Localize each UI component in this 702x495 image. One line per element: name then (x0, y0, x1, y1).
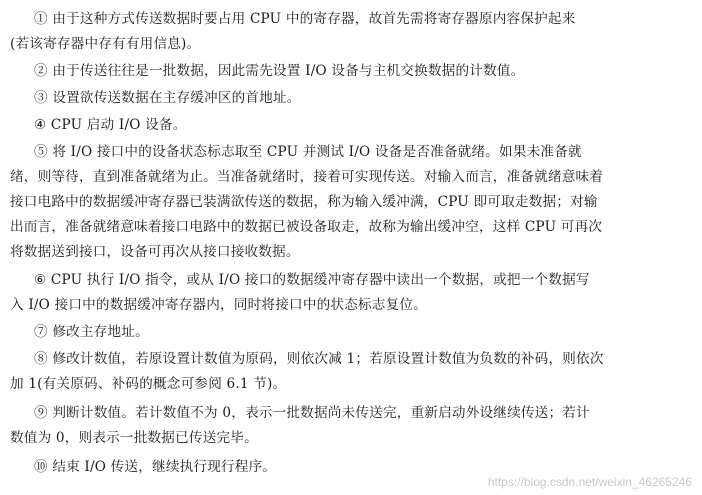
paragraph-2-line-1: ② 由于传送往往是一批数据，因此需先设置 I/O 设备与主机交换数据的计数值。 (34, 63, 525, 79)
paragraph-4-line-1: ④ CPU 启动 I/O 设备。 (34, 117, 187, 133)
paragraph-6-line-1: ⑥ CPU 执行 I/O 指令，或从 I/O 接口的数据缓冲寄存器中读出一个数据，或把一个数据写 (34, 272, 590, 288)
paragraph-8-line-2: 加 1(有关原码、补码的概念可参阅 6.1 节)。 (10, 376, 287, 392)
paragraph-7-line-1: ⑦ 修改主存地址。 (34, 324, 149, 340)
paragraph-9-line-1: ⑨ 判断计数值。若计数值不为 0，表示一批数据尚未传送完，重新启动外设继续传送；若计 (34, 405, 590, 421)
paragraph-1-line-2: (若该寄存器中存有有用信息)。 (10, 36, 201, 52)
paragraph-5-line-2: 绪，则等待，直到准备就绪为止。当准备就绪时，接着可实现传送。对输入而言，准备就绪意味着 (10, 169, 604, 185)
paragraph-5-line-5: 将数据送到接口，设备可再次从接口接收数据。 (10, 244, 300, 260)
paragraph-5-line-1: ⑤ 将 I/O 接口中的设备状态标志取至 CPU 并测试 I/O 设备是否准备就绪。如果未准备就 (34, 144, 582, 160)
paragraph-5-line-4: 出而言，准备就绪意味着接口电路中的数据已被设备取走，故称为输出缓冲空，这样 CPU 可再次 (10, 219, 603, 235)
paragraph-6-line-2: 入 I/O 接口中的数据缓冲寄存器内，同时将接口中的状态标志复位。 (10, 297, 427, 313)
paragraph-8-line-1: ⑧ 修改计数值，若原设置计数值为原码，则依次减 1；若原设置计数值为负数的补码，则依次 (34, 351, 604, 367)
paragraph-5-line-3: 接口电路中的数据缓冲寄存器已装满欲传送的数据，称为输入缓冲满，CPU 即可取走数据；对输 (10, 194, 598, 210)
paragraph-10-line-1: ⑩ 结束 I/O 传送，继续执行现行程序。 (34, 459, 277, 475)
source-watermark: https://blog.csdn.net/weixin_46265246 (487, 475, 692, 489)
paragraph-9-line-2: 数值为 0，则表示一批数据已传送完毕。 (10, 430, 258, 446)
paragraph-1-line-1: ① 由于这种方式传送数据时要占用 CPU 中的寄存器，故首先需将寄存器原内容保护起来 (34, 11, 576, 27)
paragraph-3-line-1: ③ 设置欲传送数据在主存缓冲区的首地址。 (34, 90, 301, 106)
